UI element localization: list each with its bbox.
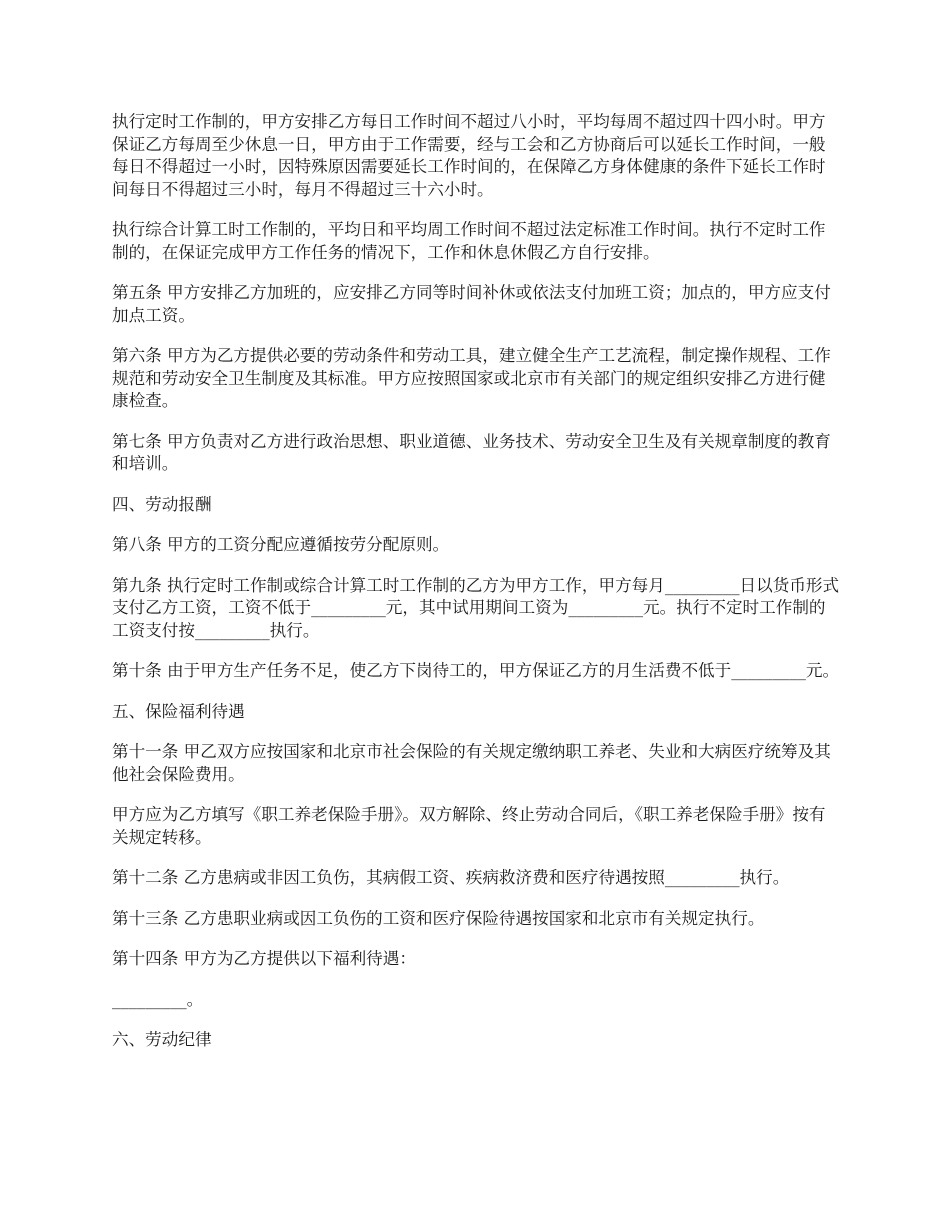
paragraph-article-13: 第十三条 乙方患职业病或因工负伤的工资和医疗保险待遇按国家和北京市有关规定执行。 [112,908,765,928]
document-body [112,111,842,1070]
paragraph-article-9: 第九条 执行定时工作制或综合计算工时工作制的乙方为甲方工作，甲方每月_________日以货币形式支付乙方工资，工资不低于_________元，其中试用期间工资为_________元。执行不定时工作制的工资支付按_________执行。 [112,575,840,640]
paragraph-pension-handbook: 甲方应为乙方填写《职工养老保险手册》。双方解除、终止劳动合同后，《职工养老保险手册》按有关规定转移。 [112,805,826,847]
paragraph-article-5: 第五条 甲方安排乙方加班的，应安排乙方同等时间补休或依法支付加班工资；加点的，甲方应支付加点工资。 [112,283,831,325]
paragraph-article-7: 第七条 甲方负责对乙方进行政治思想、职业道德、业务技术、劳动安全卫生及有关规章制度的教育和培训。 [112,431,831,473]
paragraph-benefits-blank: _________。 [112,989,204,1009]
paragraph-flexible-hours: 执行综合计算工时工作制的，平均日和平均周工作时间不超过法定标准工作时间。执行不定时工作制的，在保证完成甲方工作任务的情况下，工作和休息休假乙方自行安排。 [112,220,826,262]
paragraph-article-10: 第十条 由于甲方生产任务不足，使乙方下岗待工的，甲方保证乙方的月生活费不低于_________元。 [112,661,840,680]
paragraph-article-6: 第六条 甲方为乙方提供必要的劳动条件和劳动工具，建立健全生产工艺流程，制定操作规程、工作规范和劳动安全卫生制度及其标准。甲方应按照国家或北京市有关部门的规定组织安排乙方进行健康检查。 [112,346,831,410]
paragraph-article-12: 第十二条 乙方患病或非因工负伤，其病假工资、疾病救济费和医疗待遇按照_________执行。 [112,868,790,887]
paragraph-article-8: 第八条 甲方的工资分配应遵循按劳分配原则。 [112,535,450,554]
section-heading-insurance: 五、保险福利待遇 [112,701,245,721]
paragraph-standard-hours: 执行定时工作制的，甲方安排乙方每日工作时间不超过八小时，平均每周不超过四十四小时。甲方保证乙方每周至少休息一日，甲方由于工作需要，经与工会和乙方协商后可以延长工作时间，一般每日不得超过一小时，因特殊原因需要延长工作时间的，在保障乙方身体健康的条件下延长工作时间每日不得超过三小时，每月不得超过三十六小时。 [112,112,826,199]
section-heading-remuneration: 四、劳动报酬 [112,494,212,514]
paragraph-article-11: 第十一条 甲乙双方应按国家和北京市社会保险的有关规定缴纳职工养老、失业和大病医疗统筹及其他社会保险费用。 [112,742,831,784]
paragraph-article-14: 第十四条 甲方为乙方提供以下福利待遇： [112,949,416,968]
section-heading-discipline: 六、劳动纪律 [112,1030,212,1049]
